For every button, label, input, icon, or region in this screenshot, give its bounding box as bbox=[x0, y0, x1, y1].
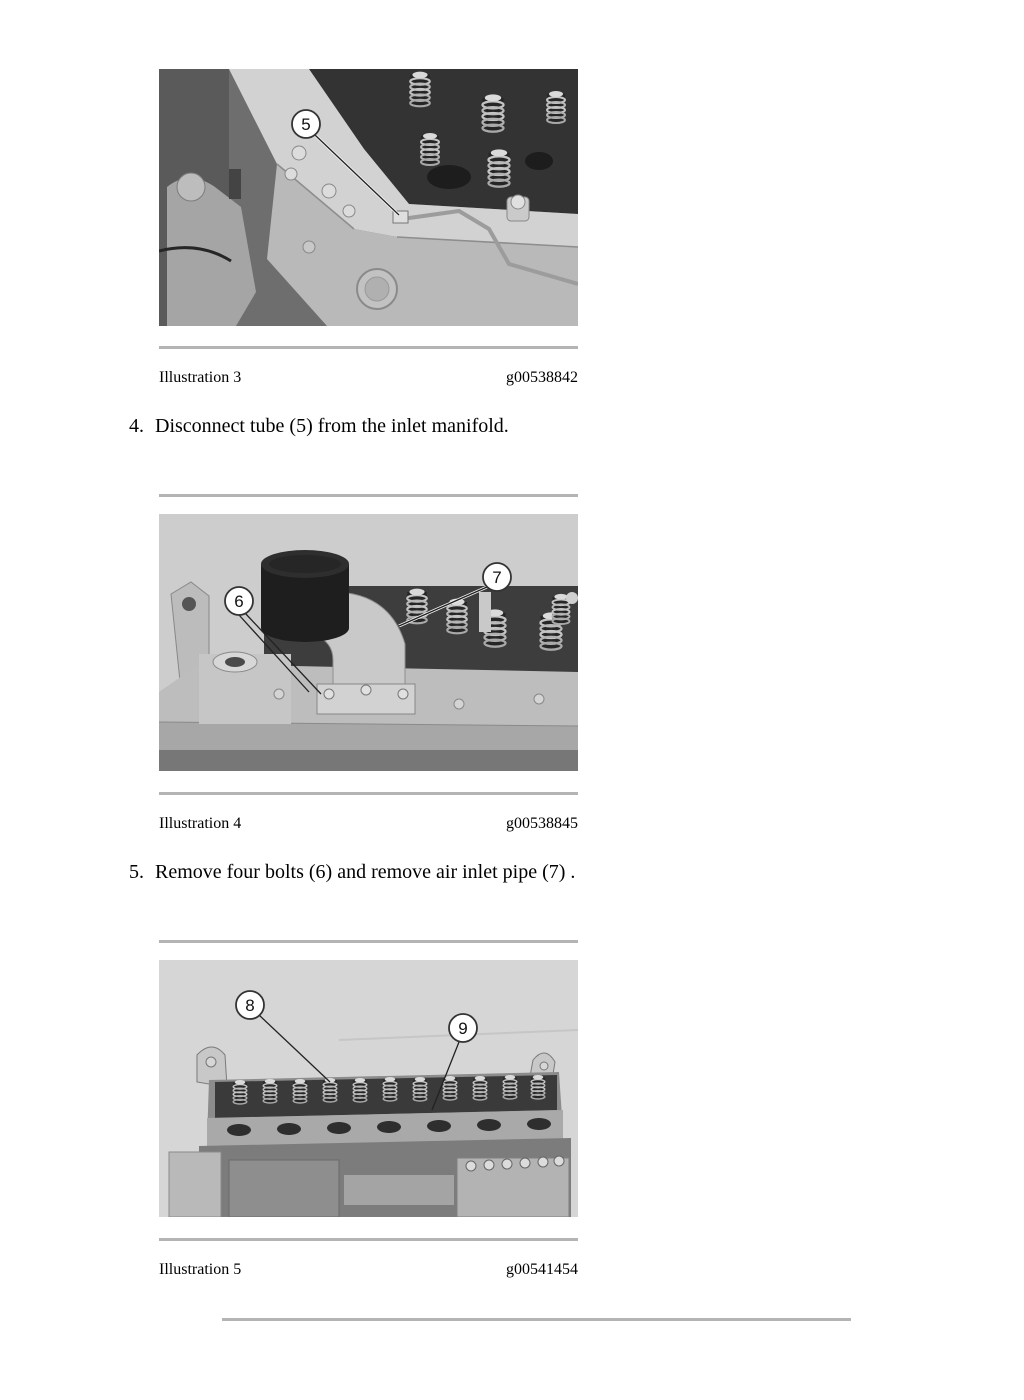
page-footer-rule bbox=[222, 1318, 851, 1321]
callout-5 bbox=[292, 110, 320, 138]
callout-9 bbox=[449, 1014, 477, 1042]
air-cleaner-cap bbox=[261, 550, 349, 642]
figure-rule bbox=[159, 940, 578, 943]
figure-rule bbox=[159, 1238, 578, 1241]
figure-rule bbox=[159, 494, 578, 497]
figure-caption bbox=[159, 814, 578, 834]
step-text: Remove four bolts (6) and remove air inlet pipe (7) . bbox=[155, 861, 576, 883]
callout-7 bbox=[483, 563, 511, 591]
illustration-5-photo bbox=[159, 960, 578, 1217]
graphic-id: g00541454 bbox=[506, 1261, 578, 1278]
callout-label: 8 bbox=[245, 996, 255, 1015]
figure-label: Illustration 3 bbox=[159, 369, 242, 386]
callout-8 bbox=[236, 991, 264, 1019]
figure-caption bbox=[159, 368, 578, 388]
procedure-step bbox=[129, 414, 509, 438]
step-number: 4. bbox=[129, 415, 144, 437]
engine-block bbox=[169, 1138, 571, 1217]
procedure-step bbox=[129, 860, 575, 884]
figure-label: Illustration 4 bbox=[159, 815, 242, 832]
callout-label: 7 bbox=[492, 568, 502, 587]
cylinder-head bbox=[207, 1072, 563, 1146]
callout-label: 6 bbox=[234, 592, 244, 611]
graphic-id: g00538842 bbox=[506, 369, 578, 386]
illustration-4-photo bbox=[159, 514, 578, 771]
callout-label: 5 bbox=[301, 115, 311, 134]
step-number: 5. bbox=[129, 861, 144, 883]
callout-6 bbox=[225, 587, 253, 615]
callout-label: 9 bbox=[458, 1019, 468, 1038]
figure-label: Illustration 5 bbox=[159, 1261, 242, 1278]
figure-caption bbox=[159, 1260, 578, 1280]
illustration-3-photo bbox=[159, 69, 578, 326]
graphic-id: g00538845 bbox=[506, 815, 578, 832]
figure-rule bbox=[159, 346, 578, 349]
figure-rule bbox=[159, 792, 578, 795]
step-text: Disconnect tube (5) from the inlet manifold. bbox=[155, 415, 509, 437]
